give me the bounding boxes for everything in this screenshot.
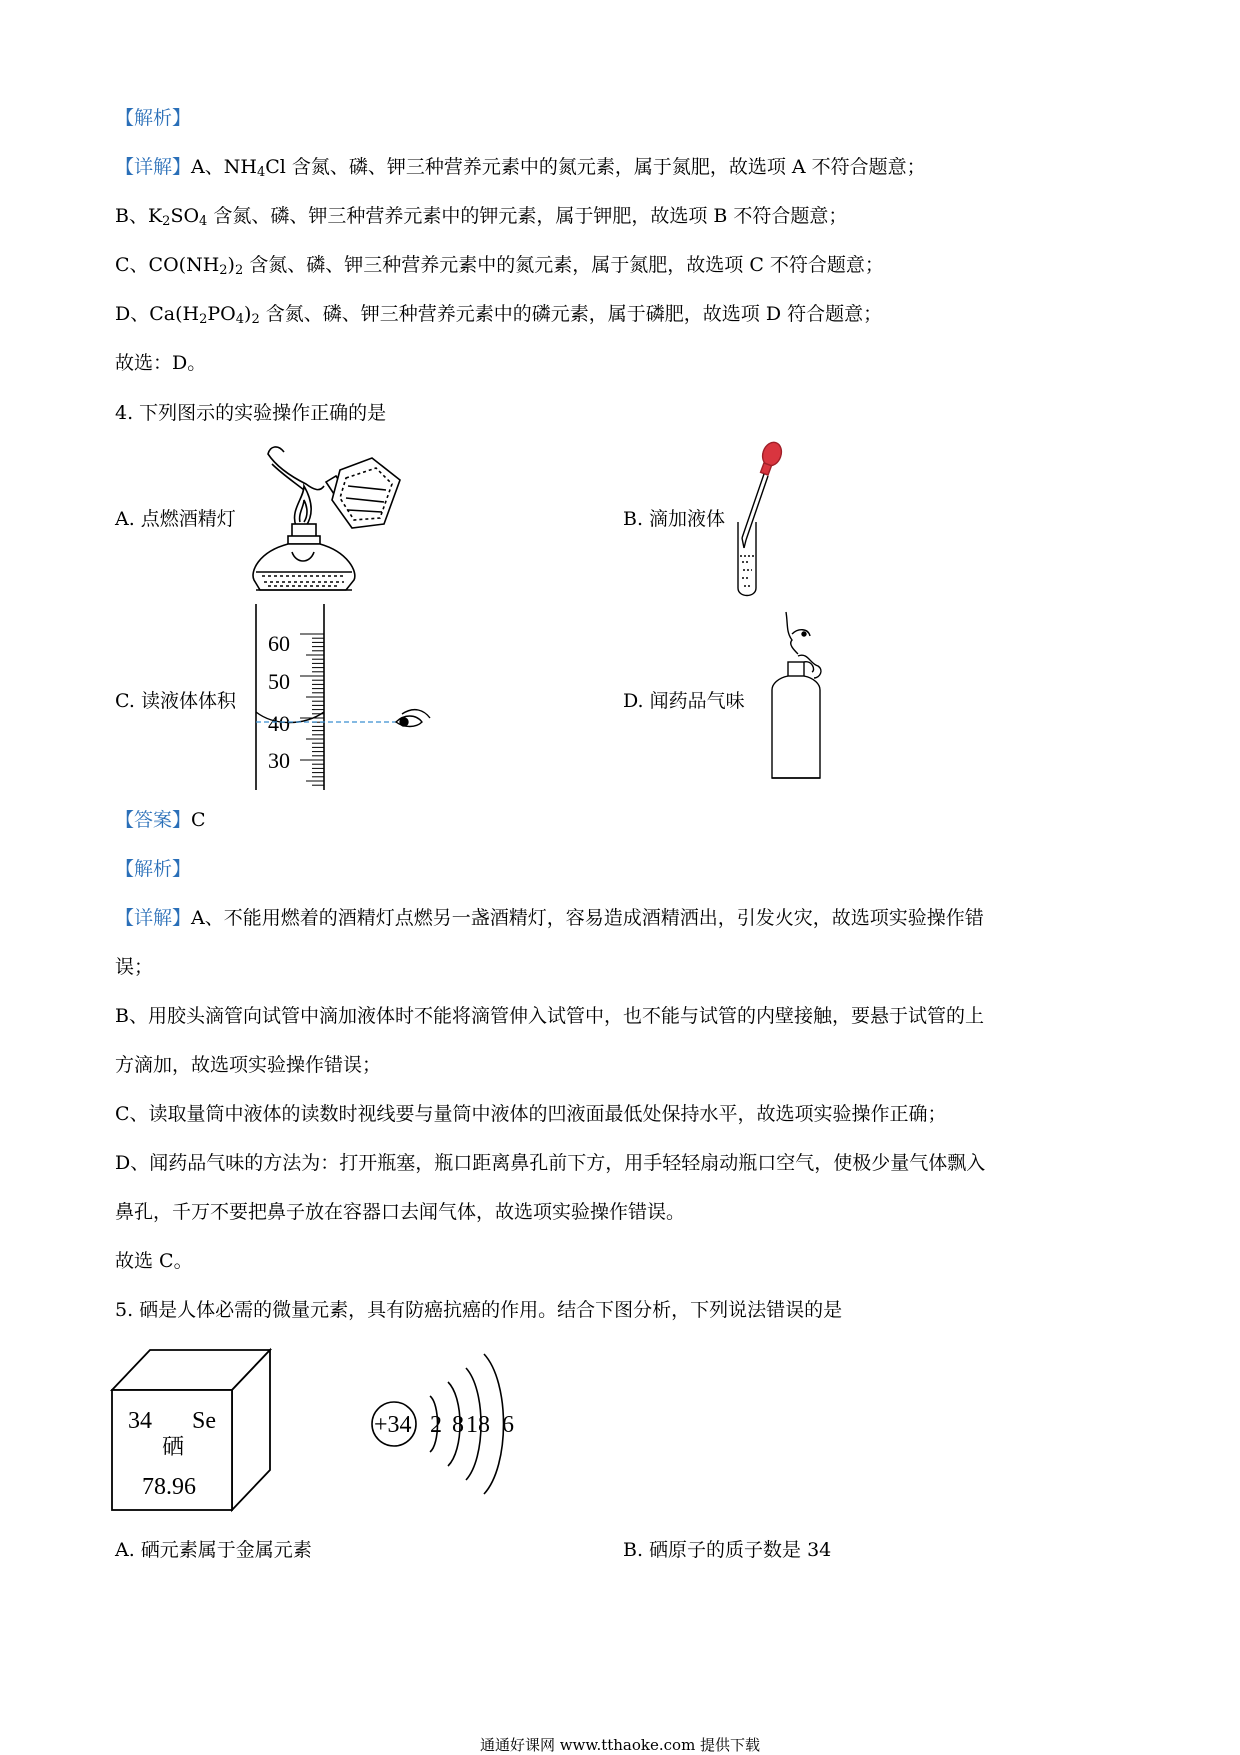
detail-line-b — [115, 204, 847, 228]
text: 含氮、磷、钾三种营养元素中的氮元素，属于氮肥，故选项 C 不符合题意； — [243, 254, 884, 276]
answer-line — [115, 808, 206, 832]
text: ) — [244, 303, 252, 325]
text: Cl 含氮、磷、钾三种营养元素中的氮元素，属于氮肥，故选项 A 不符合题意； — [265, 156, 926, 178]
analysis-heading: 【解析】 — [115, 107, 192, 129]
graduated-cylinder-figure — [244, 604, 444, 790]
element-name: 硒 — [162, 1435, 185, 1460]
detail-label: 【详解】 — [115, 156, 192, 178]
detail-q4-a1 — [115, 906, 984, 930]
tick-label-60: 60 — [268, 631, 290, 656]
detail-q4-a2: 误； — [115, 956, 154, 978]
text: C、CO(NH — [115, 254, 220, 276]
detail-line-d — [115, 302, 882, 326]
shell-4: 6 — [502, 1412, 514, 1438]
text: A、NH — [191, 156, 257, 178]
detail-line-a — [115, 155, 926, 179]
subscript: 2 — [162, 214, 171, 229]
atomic-number: 34 — [128, 1408, 152, 1434]
smelling-jar-figure — [758, 610, 848, 780]
element-symbol: Se — [192, 1408, 216, 1434]
tick-label-30: 30 — [268, 748, 290, 773]
detail-line-c — [115, 253, 884, 277]
q5-option-b: B. 硒原子的质子数是 34 — [623, 1539, 832, 1561]
subscript: 4 — [235, 312, 245, 327]
text: PO — [207, 303, 236, 325]
footer-text: 通通好课网 www.tthaoke.com 提供下载 — [479, 1736, 761, 1754]
tick-label-50: 50 — [268, 669, 290, 694]
dropper-test-tube-figure — [728, 438, 798, 598]
atom-structure-figure — [368, 1338, 528, 1504]
shell-1: 2 — [430, 1412, 442, 1438]
tick-label-40: 40 — [268, 711, 290, 736]
detail-q4-b1: B、用胶头滴管向试管中滴加液体时不能将滴管伸入试管中，也不能与试管的内壁接触，要悬于试管的上 — [115, 1005, 984, 1027]
text: D、Ca(H — [115, 303, 200, 325]
subscript: 4 — [199, 214, 208, 229]
question-5-stem: 5. 硒是人体必需的微量元素，具有防癌抗癌的作用。结合下图分析，下列说法错误的是 — [115, 1299, 843, 1321]
conclusion-q4: 故选 C。 — [115, 1250, 193, 1272]
detail-label: 【详解】 — [115, 907, 192, 929]
option-b-label: B. 滴加液体 — [623, 508, 726, 530]
text: 含氮、磷、钾三种营养元素中的钾元素，属于钾肥，故选项 B 不符合题意； — [207, 205, 848, 227]
text: ) — [227, 254, 235, 276]
subscript: 2 — [251, 312, 260, 327]
atomic-mass: 78.96 — [142, 1474, 196, 1500]
q5-option-a: A. 硒元素属于金属元素 — [115, 1539, 312, 1561]
text: 含氮、磷、钾三种营养元素中的磷元素，属于磷肥，故选项 D 符合题意； — [259, 303, 883, 325]
nucleus-charge: +34 — [374, 1412, 412, 1438]
subscript: 2 — [199, 312, 208, 327]
subscript: 2 — [234, 263, 244, 278]
answer-label: 【答案】 — [115, 809, 192, 831]
answer-value: C — [191, 809, 206, 831]
shell-2: 8 — [452, 1412, 464, 1438]
alcohol-lamp-figure — [248, 440, 408, 600]
option-a-label: A. 点燃酒精灯 — [115, 508, 236, 530]
question-4-stem: 4. 下列图示的实验操作正确的是 — [115, 402, 387, 424]
text: A、不能用燃着的酒精灯点燃另一盏酒精灯，容易造成酒精洒出，引发火灾，故选项实验操作错 — [191, 907, 984, 929]
analysis-heading-q4: 【解析】 — [115, 858, 192, 880]
conclusion: 故选：D。 — [115, 352, 207, 374]
shell-3: 18 — [466, 1412, 490, 1438]
detail-q4-b2: 方滴加，故选项实验操作错误； — [115, 1054, 382, 1076]
text: B、K — [115, 205, 163, 227]
option-d-label: D. 闻药品气味 — [623, 690, 745, 712]
element-card-figure — [110, 1346, 276, 1514]
option-c-label: C. 读液体体积 — [115, 690, 236, 712]
subscript: 2 — [219, 263, 228, 278]
detail-q4-d1: D、闻药品气味的方法为：打开瓶塞，瓶口距离鼻孔前下方，用手轻轻扇动瓶口空气，使极少量气体飘入 — [115, 1152, 986, 1174]
text: SO — [170, 205, 200, 227]
subscript: 4 — [256, 165, 266, 180]
detail-q4-c: C、读取量筒中液体的读数时视线要与量筒中液体的凹液面最低处保持水平，故选项实验操作正确； — [115, 1103, 947, 1125]
detail-q4-d2: 鼻孔，千万不要把鼻子放在容器口去闻气体，故选项实验操作错误。 — [115, 1201, 686, 1223]
